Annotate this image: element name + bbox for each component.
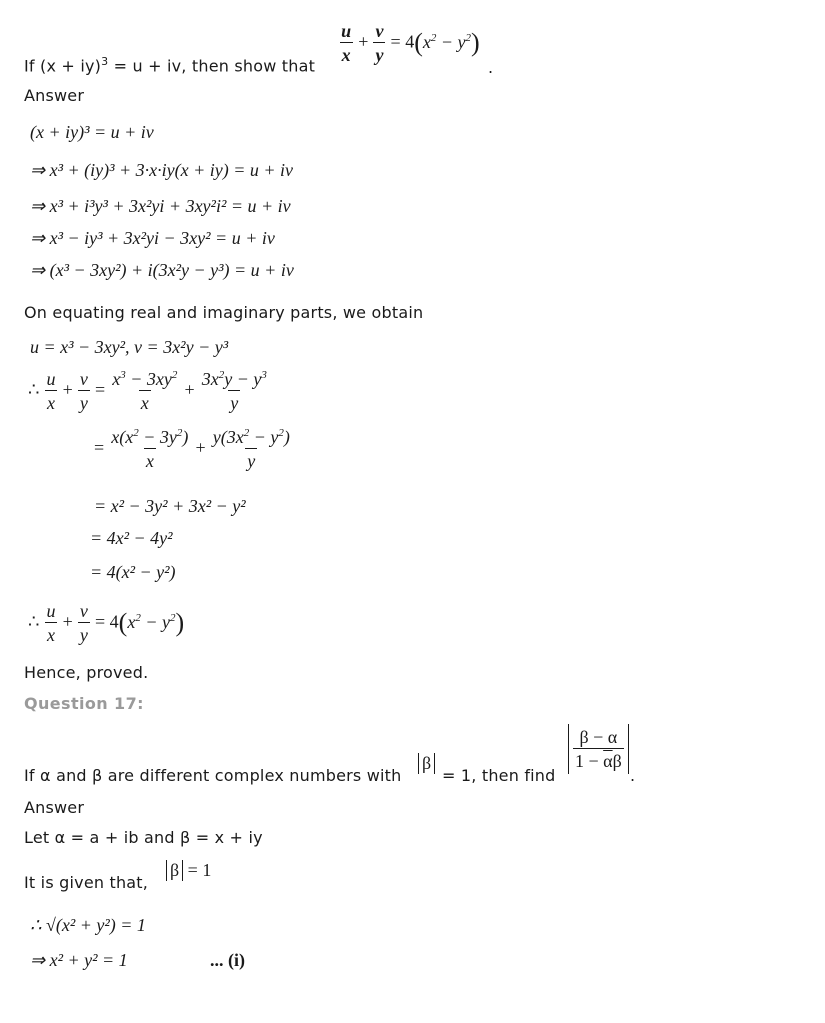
- intro-period: .: [488, 58, 494, 77]
- given-formula: β = 1: [166, 860, 211, 881]
- uv-definition: u = x³ − 3xy², v = 3x²y − y³: [30, 337, 229, 357]
- question-17-heading: Question 17:: [24, 694, 144, 713]
- intro-prefix: If (x + iy): [24, 56, 102, 76]
- intro-formula: $\frac{u}{x}$ + $\frac{v}{y}$ = $4(x^2 - y^2)$: [341, 21, 480, 65]
- given-text: It is given that,: [24, 873, 149, 892]
- equation-line-4: ⇒ x³ − iy³ + 3x²yi − 3xy² = u + iv: [30, 228, 275, 248]
- derivation-step-1: ∴ $\frac{u}{x}$ + $\frac{v}{y}$ = $\frac{x^3 - 3xy^2}{x}$ + $\frac{3x^2y - y^3}{y}$: [28, 369, 267, 413]
- let-definition: Let α = a + ib and β = x + iy: [24, 828, 263, 847]
- frac-v-over-y: $\frac{v}{y}$: [375, 21, 384, 65]
- abs-beta-formula: β: [418, 753, 435, 774]
- derivation-step-2: = $\frac{x(x^2 - 3y^2)}{x}$ + $\frac{y(3x^2 - y^2)}{y}$: [94, 427, 290, 471]
- q17-prefix: If α and β are different complex numbers with: [24, 766, 402, 785]
- hence-proved: Hence, proved.: [24, 663, 149, 682]
- derivation-step-4: = 4x² − 4y²: [90, 528, 173, 548]
- q17-mid: = 1, then find: [442, 766, 556, 785]
- equation-line-5: ⇒ (x³ − 3xy²) + i(3x²y − y³) = u + iv: [30, 260, 294, 280]
- q17-line: [24, 766, 402, 785]
- sqrt-equation: ∴ √(x² + y²) = 1: [30, 915, 146, 935]
- intro-middle: = u + iv, then show that: [108, 56, 316, 76]
- equation-line-3: ⇒ x³ + i³y³ + 3x²yi + 3xy²i² = u + iv: [30, 196, 291, 216]
- answer-label-2: Answer: [24, 798, 85, 817]
- conclusion-formula: ∴ $\frac{u}{x}$ + $\frac{v}{y}$ = $4(x^2 - y^2)$: [28, 601, 185, 645]
- abs-fraction-formula: $\frac{\beta - \alpha}{1 - \overline{\alpha}\beta}$: [568, 724, 629, 774]
- final-equation: ⇒ x² + y² = 1: [30, 950, 128, 970]
- intro-line: [24, 55, 315, 75]
- equation-reference: ... (i): [210, 950, 245, 970]
- equation-line-2: ⇒ x³ + (iy)³ + 3·x·iy(x + iy) = u + iv: [30, 160, 294, 180]
- q17-end: .: [630, 766, 636, 785]
- answer-label-1: Answer: [24, 86, 85, 105]
- frac-u-over-x: $\frac{u}{x}$: [341, 21, 352, 65]
- equating-text: On equating real and imaginary parts, we obtain: [24, 303, 424, 322]
- derivation-step-5: = 4(x² − y²): [90, 562, 176, 582]
- derivation-step-3: = x² − 3y² + 3x² − y²: [94, 496, 246, 516]
- equation-line-1: (x + iy)³ = u + iv: [30, 122, 154, 142]
- intro-exponent: 3: [101, 55, 109, 68]
